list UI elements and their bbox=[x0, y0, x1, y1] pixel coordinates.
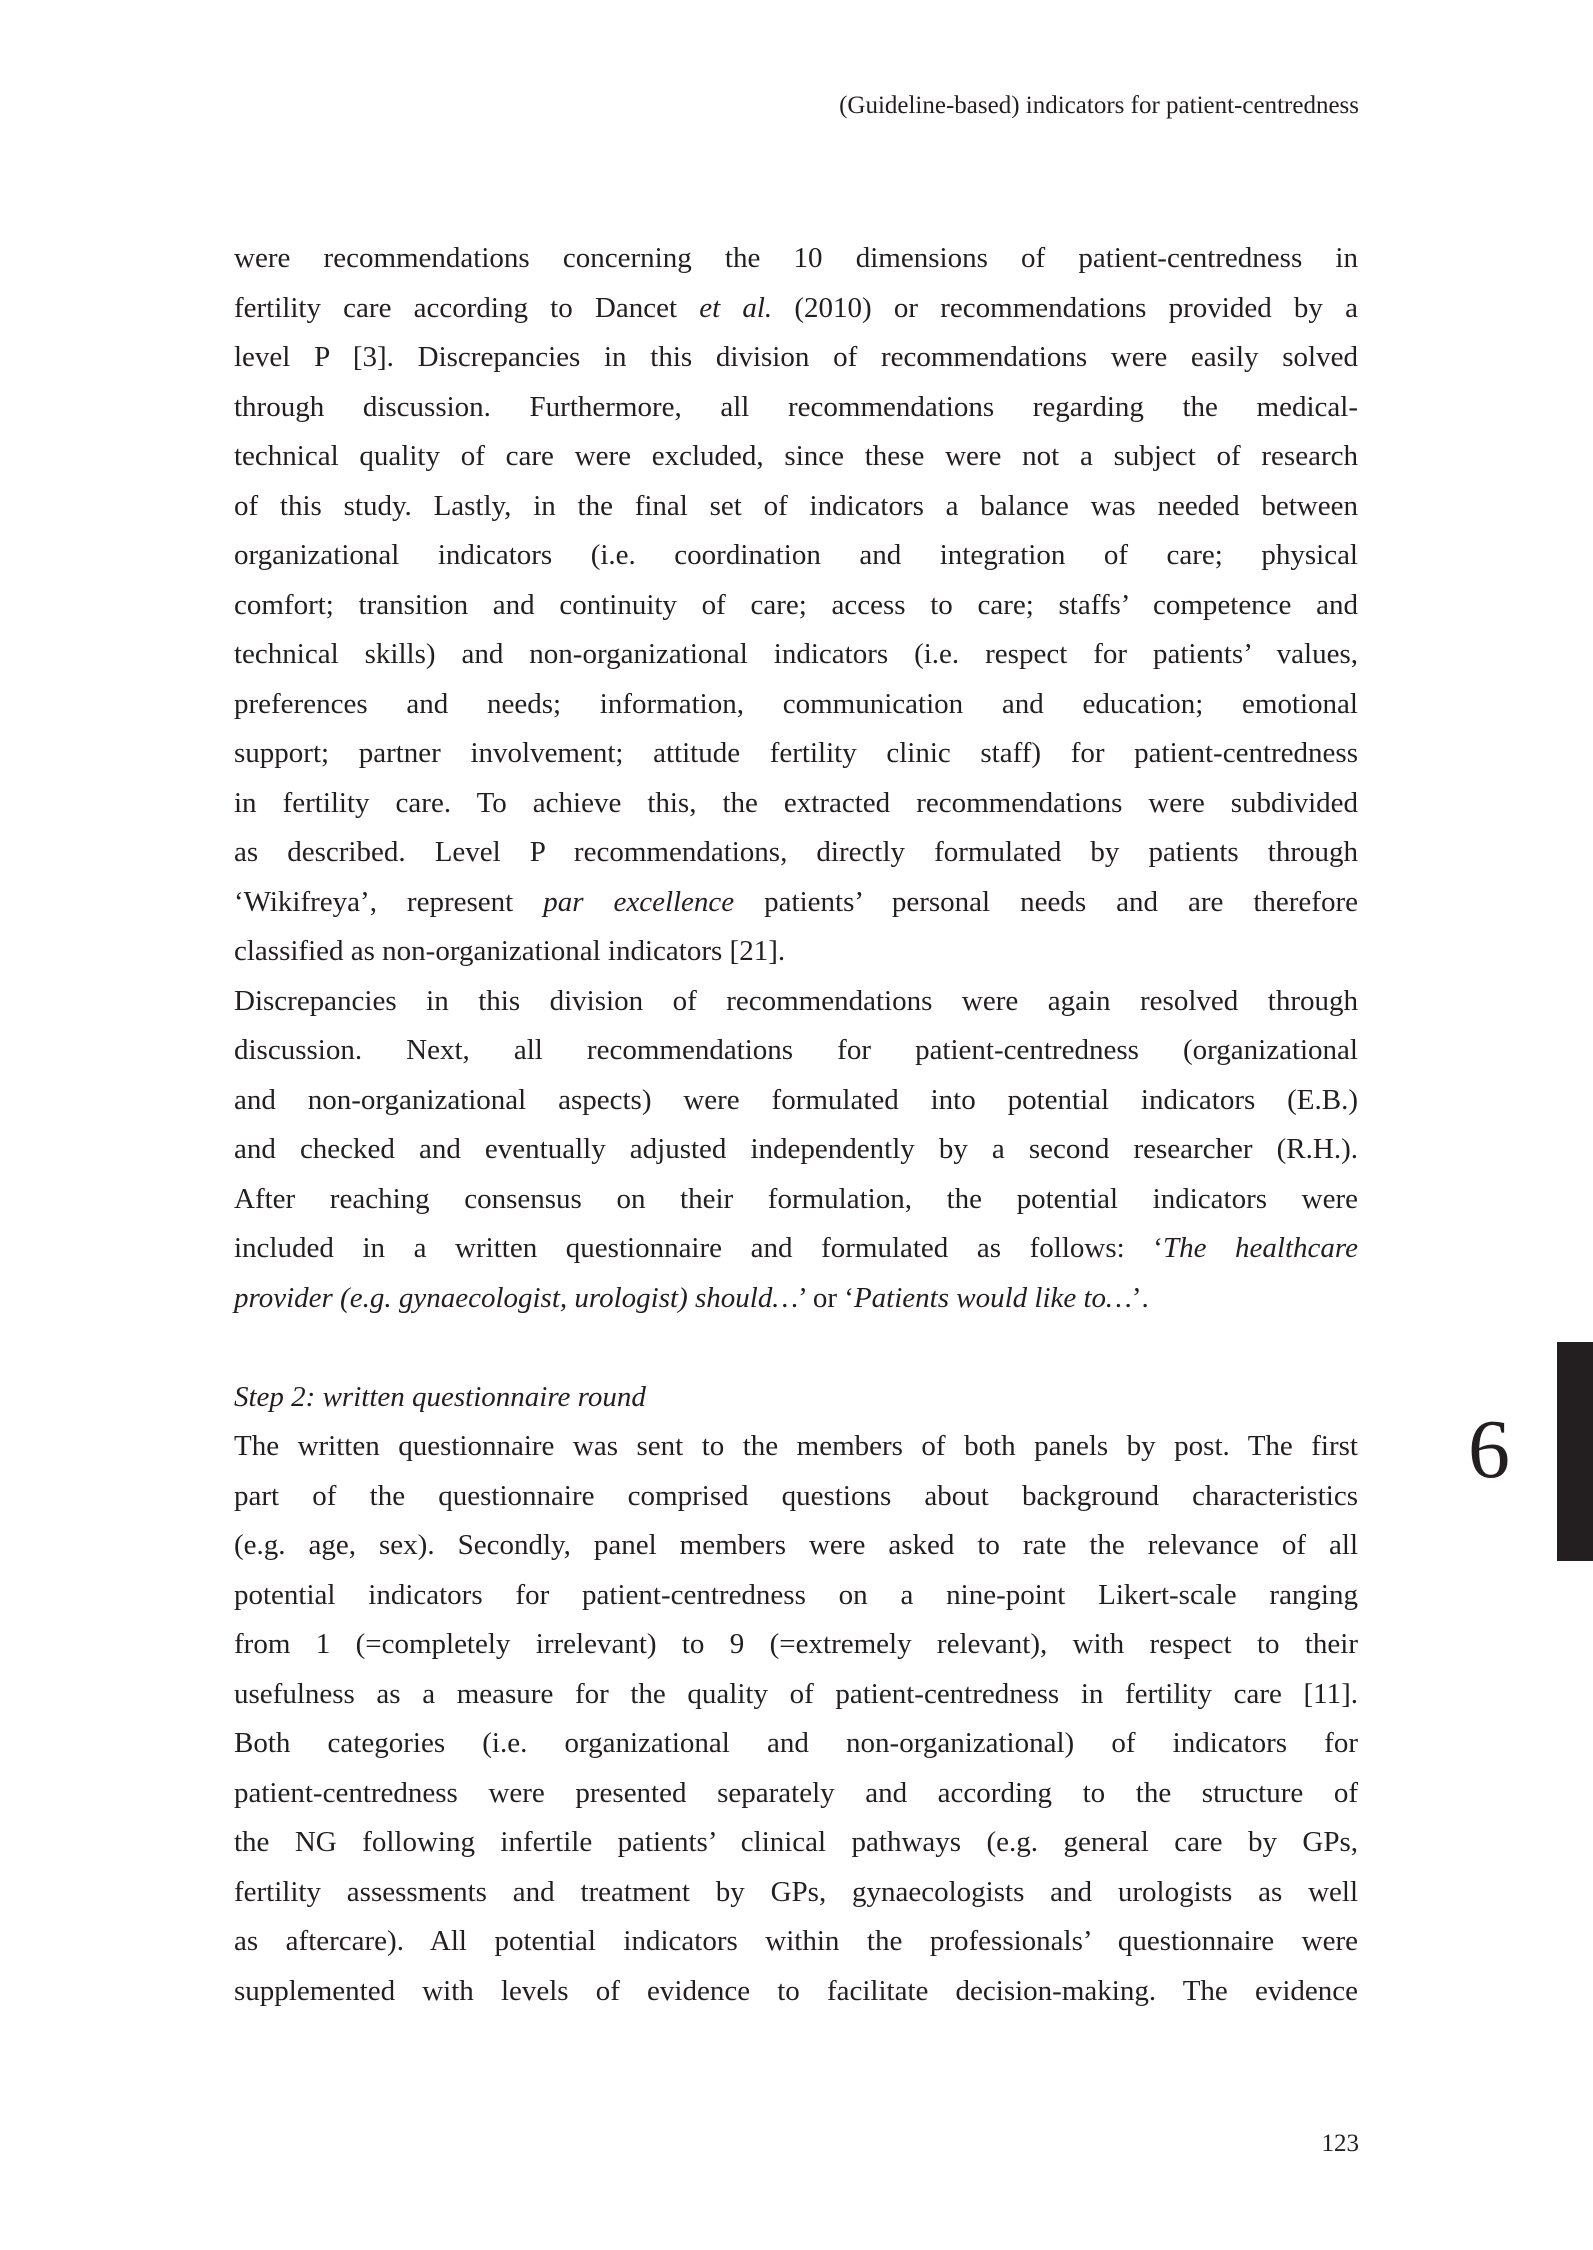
text-line bbox=[234, 828, 1358, 878]
text-segment: usefulness as a measure for the quality of patient-centredness in fertility care [11]. bbox=[234, 1677, 1358, 1710]
text-segment: and checked and eventually adjusted independently by a second researcher (R.H.). bbox=[234, 1133, 1358, 1165]
text-line bbox=[234, 630, 1358, 680]
text-line bbox=[234, 432, 1358, 482]
chapter-tab bbox=[1557, 1342, 1593, 1561]
text-segment: fertility assessments and treatment by GPs, gynaecologists and urologists as well bbox=[234, 1875, 1358, 1908]
text-segment: Discrepancies in this division of recommendations were again resolved through bbox=[234, 984, 1358, 1017]
text-line bbox=[234, 333, 1358, 383]
text-segment: support; partner involvement; attitude fertility clinic staff) for patient-centredness bbox=[234, 737, 1358, 769]
text-line bbox=[234, 1076, 1358, 1126]
text-segment: through discussion. Furthermore, all recommendations regarding the medical- bbox=[234, 390, 1358, 423]
italic-text: The healthcare bbox=[1162, 1232, 1358, 1264]
text-segment: and non-organizational aspects) were formulated into potential indicators (E.B.) bbox=[234, 1083, 1358, 1116]
text-segment: ’. bbox=[1131, 1281, 1149, 1314]
text-segment: as described. Level P recommendations, directly formulated by patients through bbox=[234, 836, 1358, 868]
chapter-number: 6 bbox=[1468, 1403, 1510, 1496]
text-line bbox=[234, 1670, 1358, 1720]
text-segment: After reaching consensus on their formulation, the potential indicators were bbox=[234, 1182, 1358, 1215]
text-segment: included in a written questionnaire and formulated as follows: ‘ bbox=[234, 1232, 1163, 1264]
text-segment: patient-centredness were presented separately and according to the structure of bbox=[234, 1776, 1358, 1809]
text-segment: discussion. Next, all recommendations for patient-centredness (organizational bbox=[234, 1034, 1358, 1066]
text-segment: comfort; transition and continuity of care; access to care; staffs’ competence and bbox=[234, 588, 1358, 621]
italic-text: Patients would like to… bbox=[853, 1281, 1132, 1314]
text-segment: technical skills) and non-organizational indicators (i.e. respect for patients’ values, bbox=[234, 638, 1358, 670]
running-header: (Guideline-based) indicators for patient-centredness bbox=[839, 92, 1359, 119]
text-line bbox=[234, 1917, 1358, 1967]
text-line bbox=[234, 1125, 1358, 1175]
text-segment: the NG following infertile patients’ clinical pathways (e.g. general care by GPs, bbox=[234, 1826, 1358, 1858]
text-line bbox=[234, 1769, 1358, 1819]
page-number: 123 bbox=[1321, 2130, 1359, 2157]
text-line bbox=[234, 680, 1358, 730]
text-segment: potential indicators for patient-centredness on a nine-point Likert-scale ranging bbox=[234, 1578, 1358, 1611]
text-segment: ‘Wikifreya’, represent bbox=[234, 885, 544, 918]
text-line bbox=[234, 779, 1358, 829]
text-segment: The written questionnaire was sent to the members of both panels by post. The first bbox=[234, 1430, 1358, 1462]
text-segment: (e.g. age, sex). Secondly, panel members were asked to rate the relevance of all bbox=[234, 1529, 1358, 1561]
text-line bbox=[234, 1422, 1358, 1472]
text-line bbox=[234, 1224, 1358, 1274]
text-line bbox=[234, 977, 1358, 1027]
text-line bbox=[234, 1967, 1358, 2017]
text-line bbox=[234, 1620, 1358, 1670]
body-text bbox=[234, 234, 1358, 2016]
text-segment: preferences and needs; information, communication and education; emotional bbox=[234, 687, 1358, 720]
text-segment: part of the questionnaire comprised questions about background characteristics bbox=[234, 1479, 1358, 1512]
text-line bbox=[234, 1274, 1358, 1324]
text-segment: (2010) or recommendations provided by a bbox=[772, 291, 1358, 324]
text-segment: were recommendations concerning the 10 dimensions of patient-centredness in bbox=[234, 242, 1358, 274]
text-line bbox=[234, 1175, 1358, 1225]
italic-text: provider (e.g. gynaecologist, urologist) should… bbox=[234, 1281, 799, 1314]
text-line bbox=[234, 1868, 1358, 1918]
italic-text: Step 2: written questionnaire round bbox=[234, 1380, 646, 1413]
text-line bbox=[234, 1571, 1358, 1621]
text-segment: patients’ personal needs and are therefore bbox=[734, 885, 1358, 918]
text-line bbox=[234, 878, 1358, 928]
text-line bbox=[234, 1472, 1358, 1522]
text-line bbox=[234, 1719, 1358, 1769]
text-segment: Both categories (i.e. organizational and non-organizational) of indicators for bbox=[234, 1727, 1358, 1759]
text-segment: as aftercare). All potential indicators within the professionals’ questionnaire were bbox=[234, 1925, 1358, 1957]
text-segment: organizational indicators (i.e. coordination and integration of care; physical bbox=[234, 539, 1358, 571]
text-segment: from 1 (=completely irrelevant) to 9 (=extremely relevant), with respect to their bbox=[234, 1628, 1358, 1660]
text-line bbox=[234, 383, 1358, 433]
italic-text: et al. bbox=[699, 291, 773, 324]
text-line bbox=[234, 234, 1358, 284]
text-line bbox=[234, 1026, 1358, 1076]
text-segment: ’ or ‘ bbox=[798, 1281, 854, 1314]
text-line bbox=[234, 1521, 1358, 1571]
text-line bbox=[234, 927, 1358, 977]
text-line bbox=[234, 729, 1358, 779]
text-line bbox=[234, 1818, 1358, 1868]
blank-line bbox=[234, 1323, 1358, 1373]
text-line bbox=[234, 531, 1358, 581]
italic-text: par excellence bbox=[543, 885, 735, 918]
text-line bbox=[234, 482, 1358, 532]
text-segment: of this study. Lastly, in the final set of indicators a balance was needed between bbox=[234, 489, 1358, 522]
text-segment: level P [3]. Discrepancies in this division of recommendations were easily solved bbox=[234, 341, 1358, 373]
text-segment: classified as non-organizational indicators [21]. bbox=[234, 935, 786, 967]
text-line bbox=[234, 581, 1358, 631]
text-segment: in fertility care. To achieve this, the extracted recommendations were subdivided bbox=[234, 786, 1358, 819]
section-heading bbox=[234, 1373, 1358, 1423]
text-segment: technical quality of care were excluded, since these were not a subject of research bbox=[234, 440, 1358, 472]
text-line bbox=[234, 284, 1358, 334]
text-segment: supplemented with levels of evidence to facilitate decision-making. The evidence bbox=[234, 1974, 1358, 2007]
text-segment: fertility care according to Dancet bbox=[234, 291, 700, 324]
